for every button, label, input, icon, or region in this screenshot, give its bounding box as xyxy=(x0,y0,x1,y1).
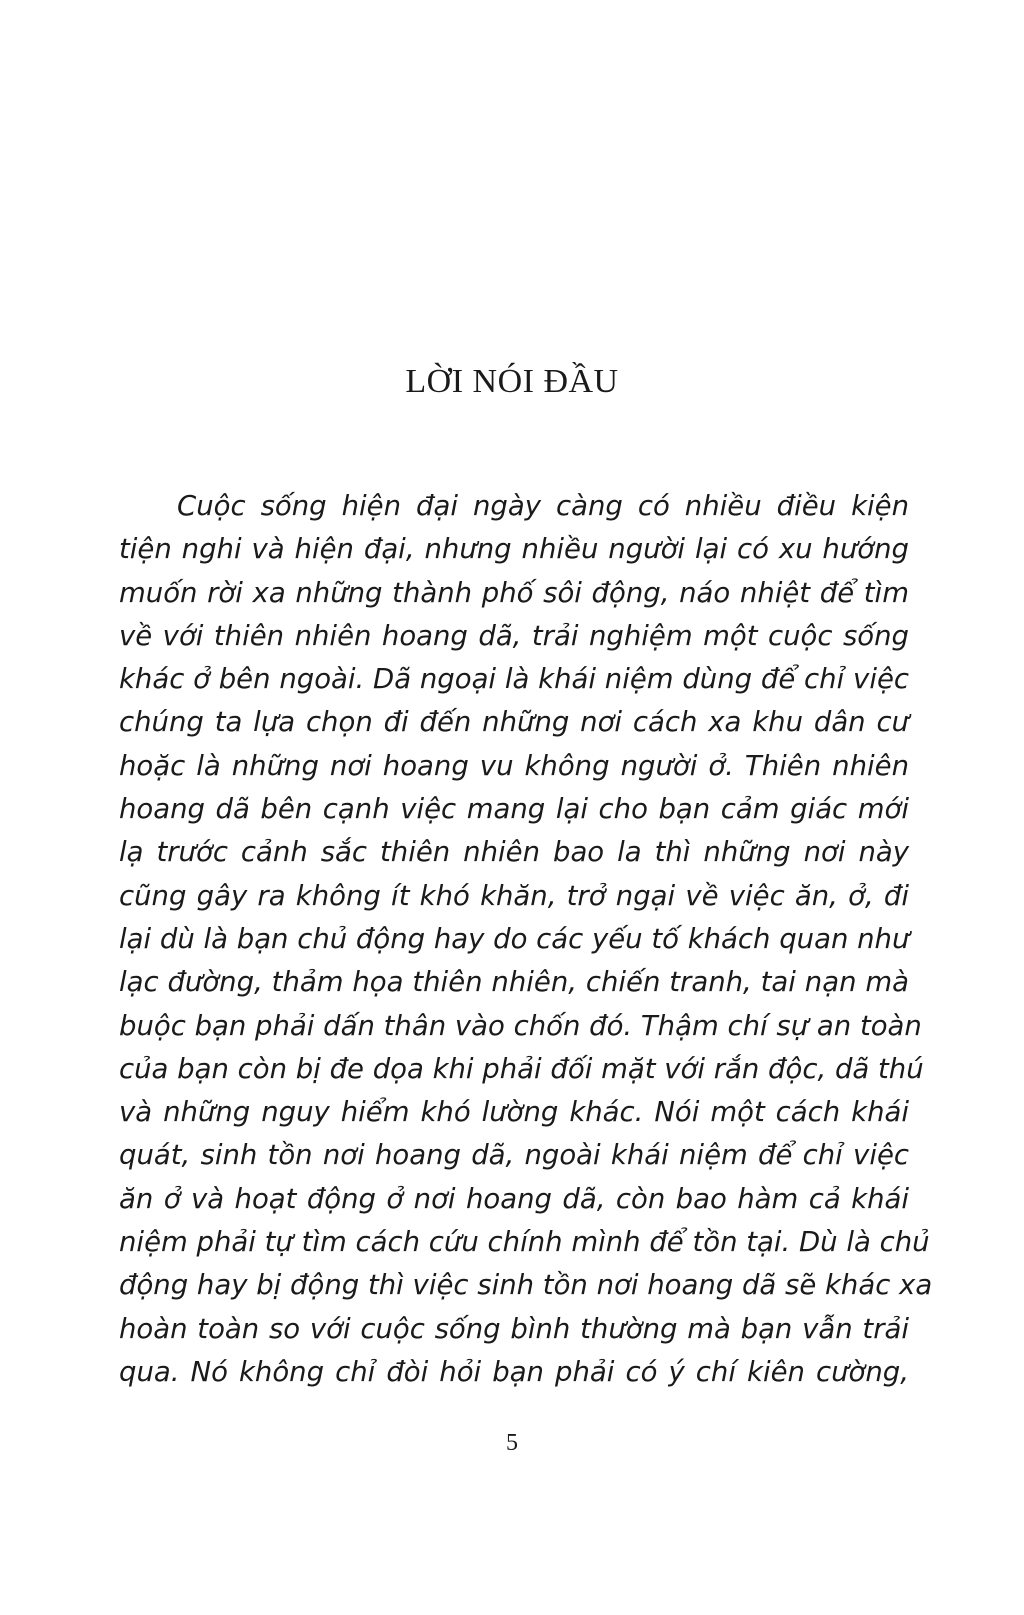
text-line: chúng ta lựa chọn đi đến những nơi cách xa khu dân cư xyxy=(119,706,909,739)
text-line: hoàn toàn so với cuộc sống bình thường mà bạn vẫn trải xyxy=(119,1312,909,1345)
text-line: cũng gây ra không ít khó khăn, trở ngại về việc ăn, ở, đi xyxy=(119,879,909,912)
page-number: 5 xyxy=(506,1430,518,1456)
text-line: tiện nghi và hiện đại, nhưng nhiều người lại có xu hướng xyxy=(119,533,909,566)
text-line: khác ở bên ngoài. Dã ngoại là khái niệm dùng để chỉ việc xyxy=(119,663,909,696)
text-line: buộc bạn phải dấn thân vào chốn đó. Thậm chí sự an toàn xyxy=(119,1009,922,1042)
chapter-title: LỜI NÓI ĐẦU xyxy=(405,363,619,400)
text-line: hoang dã bên cạnh việc mang lại cho bạn cảm giác mới xyxy=(119,793,909,826)
text-line: lại dù là bạn chủ động hay do các yếu tố khách quan như xyxy=(119,922,910,955)
text-line: và những nguy hiểm khó lường khác. Nói một cách khái xyxy=(119,1096,909,1129)
text-line: lạ trước cảnh sắc thiên nhiên bao la thì những nơi này xyxy=(119,836,909,869)
text-line: lạc đường, thảm họa thiên nhiên, chiến tranh, tai nạn mà xyxy=(119,966,909,999)
text-line: động hay bị động thì việc sinh tồn nơi hoang dã sẽ khác xa xyxy=(119,1269,933,1302)
text-line: muốn rời xa những thành phố sôi động, náo nhiệt để tìm xyxy=(119,576,909,609)
preface-paragraph xyxy=(119,485,933,1394)
text-line: quát, sinh tồn nơi hoang dã, ngoài khái niệm để chỉ việc xyxy=(119,1139,909,1172)
text-line: về với thiên nhiên hoang dã, trải nghiệm một cuộc sống xyxy=(119,619,909,652)
text-line: niệm phải tự tìm cách cứu chính mình để tồn tại. Dù là chủ xyxy=(119,1226,930,1259)
text-line: Cuộc sống hiện đại ngày càng có nhiều điều kiện xyxy=(177,490,909,522)
text-line: của bạn còn bị đe dọa khi phải đối mặt với rắn độc, dã thú xyxy=(119,1052,924,1085)
text-line: ăn ở và hoạt động ở nơi hoang dã, còn bao hàm cả khái xyxy=(119,1182,909,1215)
text-line: qua. Nó không chỉ đòi hỏi bạn phải có ý chí kiên cường, xyxy=(119,1355,909,1388)
text-line: hoặc là những nơi hoang vu không người ở. Thiên nhiên xyxy=(119,749,909,782)
